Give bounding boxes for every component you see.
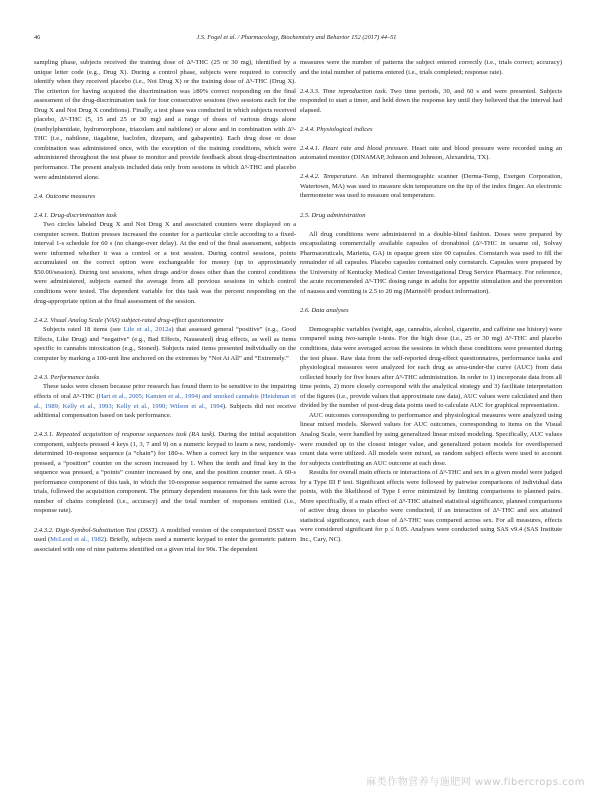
paragraph-drug-administration: All drug conditions were administered in a double-blind fashion. Doses were prepared by encapsulating commercially available capsules of dronabinol (Δ⁹-THC in sesame oil, Solvay Pharmaceuticals, Marietta, GA) in opaque green size 00 capsules. Cornstarch was used to fill the remainder of all capsules. Placebo capsules contained only cornstarch. Capsules were prepared by the University of Kentucky Medical Center Investigational Drug Service Pharmacy. For reference, the acute recommended Δ⁹-THC dosing range in adults for appetite stimulation and the prevention of nausea and vomiting is 2.5 to 20 mg (Marinol® product information). <box>300 230 562 295</box>
section-heading-drug-administration: 2.5. Drug administration <box>300 211 366 219</box>
paragraph-ra-task: 2.4.3.1. Repeated acquisition of response sequences task (RA task). During the initial acquisition component, subjects pressed 4 keys (1, 3, 7 and 9) on a numeric keypad to learn a new, randomly-determined 10-response sequence (a “chain”) for 180-s. When a correct key in the sequence was pressed, a “position” counter on the screen increased by 1. When the tenth and final key in the sequence was pressed, a “points” counter increased by one, and the position counter reset. A 60-s performance component of this task, in which the 10-response sequence remained the same across trials, followed the acquisition component. The primary dependent measures for this task were the number of chains completed (i.e., accuracy) and the total number of responses emitted (i.e., response rate). <box>34 431 297 515</box>
journal-citation: J.S. Fogel et al. / Pharmacology, Biochemistry and Behavior 152 (2017) 44–51 <box>196 34 397 41</box>
citation-link-hart[interactable]: Hart et al., 2005; Kamien et al., 1994) and smoked cannabis (Heishman et al., 1989; Kelly et al., 1993; Kelly et al., 1990; Wilson et al., 1994 <box>34 392 296 410</box>
left-column <box>34 58 296 554</box>
paragraph-performance-tasks: These tasks were chosen because prior research has found them to be sensitive to the impairing effects of oral Δ⁹-THC (Hart et al., 2005; Kamien et al., 1994) and smoked cannabis (Heishman et al., 1989; Kelly et al., 1993; Kelly et al., 1990; Wilson et al., 1994). Subjects did not receive additional compensation based on task performance. <box>34 383 296 420</box>
right-column <box>300 58 562 545</box>
paragraph-dsst-continued: measures were the number of patterns the subject entered correctly (i.e., trials correct; accuracy) and the total number of patterns entered (i.e., trials completed; response rate). <box>300 59 562 76</box>
paragraph-data-analyses-3: Results for overall main effects or interactions of Δ⁹-THC and sex in a given model were judged by a Type III F test. Significant effects were followed by pairwise comparisons of individual data points, with the likelihood of Type I error minimized by limiting comparisons to planned pairs. More specifically, if a main effect of Δ⁹-THC attained statistical significance, planned comparisons of active drug doses to placebo were conducted; if an interaction of Δ⁹-THC and sex attained statistical significance, each dose of Δ⁹-THC was compared across sex. For all measures, effects were considered significant for p ≤ 0.05. Analyses were conducted using SAS v9.4 (SAS Institute Inc., Cary, NC). <box>300 469 562 543</box>
paragraph-temperature: 2.4.4.2. Temperature. An infrared thermographic scanner (Derma-Temp, Exergen Corporation, Watertown, MA) was used to measure skin temperature on the tip of the index finger. An electronic thermometer was used to measure oral temperature. <box>300 173 562 200</box>
subsubsection-heading-dsst: 2.4.3.2. Digit-Symbol-Substitution Test (DSST). <box>34 526 159 534</box>
paragraph-time-reproduction: 2.4.3.3. Time reproduction task. Two time periods, 30, and 60 s and were presented. Subjects responded to start a timer, and held down the response key until they believed that the interval had elapsed. <box>300 87 562 114</box>
subsubsection-heading-ra-task: 2.4.3.1. Repeated acquisition of response sequences task (RA task). <box>34 431 216 439</box>
paragraph-dsst: 2.4.3.2. Digit-Symbol-Substitution Test (DSST). A modified version of the computerized DSST was used (McLeod et al., 1982). Briefly, subjects used a numeric keypad to enter the geometric pattern associated with one of nine patterns identified on a given trial for 90s. The dependent <box>34 526 296 553</box>
page-number: 46 <box>34 34 41 41</box>
paragraph-vas: Subjects rated 18 items (see Lile et al., 2012a) that assessed general “positive” (e.g., Good Effects, Like Drug) and “negative” (e.g., Bad Effects, Nauseated) drug effects, as well as items specific to cannabis intoxication (e.g., Stoned). Subjects rated items presented individually on the computer by marking a 100-unit line anchored on the extremes by “Not At All” and “Extremely.” <box>34 326 296 362</box>
paragraph-data-analyses-2: AUC outcomes corresponding to performance and physiological measures were analyzed using linear mixed models. Skewed values for AUC outcomes, corresponding to items on the Visual Analog Scale, were handled by using generalized linear mixed modeling. Specifically, AUC values were rounded up to the closest integer value, and generalized poison models for overdispersed count data were utilized. All models were mixed, as random subject effects were used to account for subjects contributing an AUC outcome at each dose. <box>300 411 562 467</box>
subsection-heading-physiological: 2.4.4. Physiological indices <box>300 125 373 133</box>
subsection-heading-drug-discrimination: 2.4.1. Drug-discrimination task <box>34 211 117 219</box>
running-header <box>34 34 559 46</box>
section-heading-outcome-measures: 2.4. Outcome measures <box>34 192 96 200</box>
paragraph-data-analyses-1: Demographic variables (weight, age, cannabis, alcohol, cigarette, and caffeine use history) were compared using two-sample t-tests. For the high dose (i.e., 25 or 30 mg) Δ⁹-THC and placebo conditions, data were averaged across the sessions in which these conditions were presented during the test phase. Raw data from the self-reported drug-effect questionnaires, performance tasks and physiological measures were analyzed for each drug as area-under-the curve (AUC) from data collected hourly for five hours after Δ⁹-THC administration. In order to 1) incorporate data from all time points, 2) more closely correspond with the analytical strategy and 3) facilitate interpretation of the figures (i.e., provide values that approximate raw data), AUC values were calculated and then divided by the number of post-drug data points used to calculate AUC for graphical representation. <box>300 325 562 410</box>
paragraph-drug-discrimination: Two circles labeled Drug X and Not Drug X and associated counters were displayed on a computer screen. Button presses increased the counter for a particular circle according to a fixed-interval 1-s schedule for 60 s (no change-over delay). At the end of the final assessment, subjects were informed whether it was a control or a test session. During control sessions, points accumulated on the correct option were exchangeable for money (up to approximately $50.00/session). During test sessions, when drugs and/or doses other than the control conditions were administered, subjects earned the average from all previous sessions in which control conditions were tested. The dependent variable for this task was the percent responding on the drug-appropriate option at the final assessment of the session. <box>34 221 296 305</box>
subsubsection-heading-temperature: 2.4.4.2. Temperature. <box>300 173 358 181</box>
citation-link-lile[interactable]: Lile et al., 2012a <box>123 326 172 334</box>
subsection-heading-vas: 2.4.2. Visual Analog Scale (VAS) subject-rated drug-effect questionnaire <box>34 316 224 324</box>
citation-link-mcleod[interactable]: McLeod et al., 1982 <box>50 536 105 544</box>
paragraph-intro: sampling phase, subjects received the training dose of Δ⁹-THC (25 or 30 mg), identified by a unique letter code (e.g., Drug X). During a control phase, subjects were required to correctly identify when they received placebo (i.e., Not Drug X) or the training dose of Δ⁹-THC (Drug X). The criterion for having acquired the discrimination was ≥80% correct responding on the final assessment of the drug-discrimination task for four consecutive sessions (two sessions each for the Drug X and Not Drug X conditions). Finally, a test phase was conducted in which subjects received placebo, Δ⁹-THC (5, 15 and 25 or 30 mg) and a range of doses of various drugs alone (methylphenidate, hydromorphone, triazolam and nabilone) or alone and in combination with Δ⁹-THC (i.e., nabilone, tiagabine, baclofen, dizepam, and gabapentin). Each drug dose or dose combination was administered once, with the exception of the training conditions, which were administered throughout the test phase to monitor and provide feedback about drug-discrimination performance. The present analysis included data only from sessions in which Δ⁹-THC and placebo were administered alone. <box>34 59 296 181</box>
section-heading-data-analyses: 2.6. Data analyses <box>300 306 349 314</box>
site-watermark: 麻类作物营养与施肥网 www.fibercrops.com <box>366 777 585 788</box>
subsubsection-heading-time-reproduction: 2.4.3.3. Time reproduction task. <box>300 87 388 95</box>
paragraph-heart-rate: 2.4.4.1. Heart rate and blood pressure. Heart rate and blood pressure were recorded using an automated monitor (DINAMAP, Johnson and Johnson, Alexandria, TX). <box>300 144 562 162</box>
subsection-heading-performance-tasks: 2.4.3. Performance tasks <box>34 373 100 381</box>
subsubsection-heading-heart-rate: 2.4.4.1. Heart rate and blood pressure. <box>300 144 409 152</box>
